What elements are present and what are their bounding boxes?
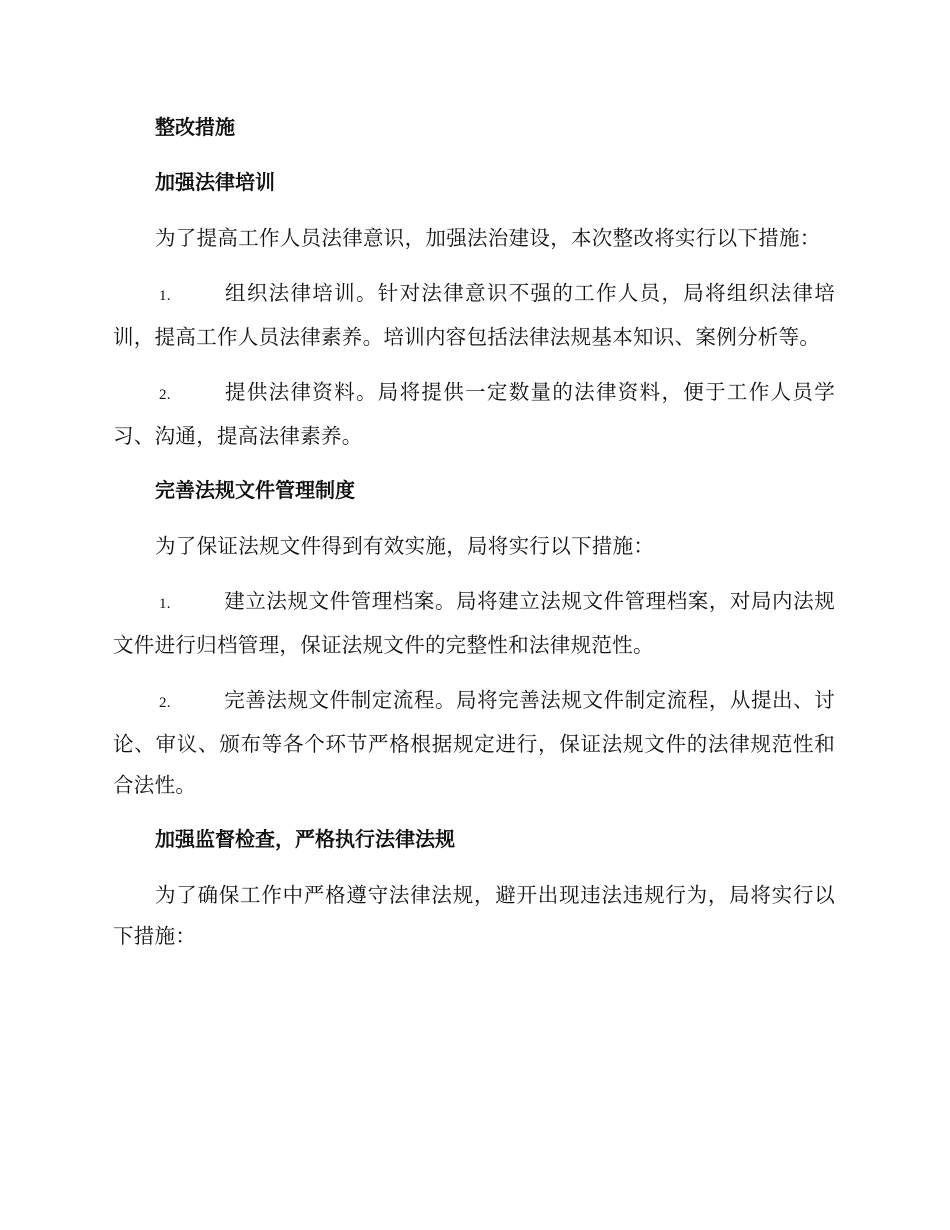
section-heading-regulation-management: 完善法规文件管理制度 [155, 478, 355, 502]
list-item-text: 组织法律培训。针对法律意识不强的工作人员，局将组织法律培训，提高工作人员法律素养。培训内容包括法律法规基本知识、案例分析等。 [113, 281, 835, 349]
list-item-number: 1. [159, 596, 171, 612]
document-body [113, 108, 835, 971]
list-item [113, 680, 835, 806]
list-item-number: 2. [159, 387, 171, 403]
main-heading: 整改措施 [155, 115, 235, 139]
section-intro-regulation-management: 为了保证法规文件得到有效实施，局将实行以下措施： [155, 534, 655, 558]
list-item-text: 提供法律资料。局将提供一定数量的法律资料，便于工作人员学习、沟通，提高法律素养。 [113, 380, 835, 448]
list-item-text: 建立法规文件管理档案。局将建立法规文件管理档案，对局内法规文件进行归档管理，保证法规文件的完整性和法律规范性。 [113, 589, 835, 657]
section-heading-supervision: 加强监督检查，严格执行法律法规 [155, 827, 455, 851]
list-item [113, 581, 835, 666]
section-heading-legal-training: 加强法律培训 [155, 170, 275, 194]
list-item-number: 1. [159, 288, 171, 304]
list-item [113, 273, 835, 358]
section-intro-legal-training: 为了提高工作人员法律意识，加强法治建设，本次整改将实行以下措施： [155, 226, 821, 250]
list-item [113, 372, 835, 457]
list-item-number: 2. [159, 695, 171, 711]
section-intro-supervision: 为了确保工作中严格遵守法律法规，避开出现违法违规行为，局将实行以下措施： [113, 883, 835, 948]
list-item-text: 完善法规文件制定流程。局将完善法规文件制定流程，从提出、讨论、审议、颁布等各个环节严格根据规定进行，保证法规文件的法律规范性和合法性。 [113, 688, 835, 797]
